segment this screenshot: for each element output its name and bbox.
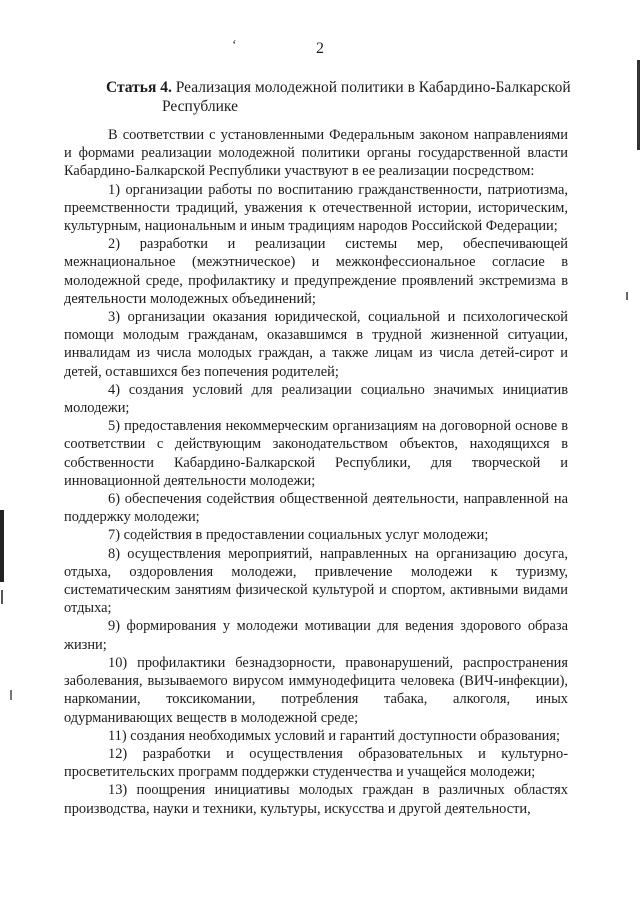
list-item-3: 3) организации оказания юридической, социальной и психологической помощи молодым гражданам, оказавшимся в трудной жизненной ситуации, инвалидам из числа молодых граждан, а также лицам из числа детей-сирот и детей, оставшихся без попечения родителей; (64, 309, 568, 380)
article-title-line2: Республике (162, 98, 238, 115)
article-body (64, 126, 568, 818)
list-item-7: 7) содействия в предоставлении социальных услуг молодежи; (108, 527, 489, 544)
list-item-10: 10) профилактики безнадзорности, правонарушений, распространения заболевания, вызываемого вирусом иммунодефицита человека (ВИЧ-инфекции), наркомании, токсикомании, потребления табака, алкоголя, иных одурманивающих веществ в молодежной среде; (64, 654, 568, 726)
list-item-2: 2) разработки и реализации системы мер, обеспечивающей межнациональное (межэтническое) и межконфессиональное согласие в молодежной среде, профилактику и предупреждение проявлений экстремизма в деятельности молодежных объединений; (64, 236, 568, 307)
list-item-5: 5) предоставления некоммерческим организациям на договорной основе в соответствии с действующим законодательством объектов, находящихся в собственности Кабардино-Балкарской Республики, для творческой и инновационной деятельности молодежи; (64, 418, 568, 489)
article-heading (106, 78, 576, 116)
scan-edge-mark (1, 590, 3, 604)
intro-paragraph: В соответствии с установленными Федеральным законом направлениями и формами реализации молодежной политики органы государственной власти Кабардино-Балкарской Республики участвуют в ее реализации посредством: (64, 127, 568, 180)
article-title-line1: Реализация молодежной политики в Кабардино-Балкарской (175, 79, 571, 96)
scan-edge-mark (0, 510, 4, 582)
list-item-6: 6) обеспечения содействия общественной деятельности, направленной на поддержку молодежи; (64, 491, 568, 526)
page-number: 2 (316, 40, 324, 57)
list-item-12: 12) разработки и осуществления образовательных и культурно-просветительских программ поддержки студенчества и учащейся молодежи; (64, 745, 568, 781)
scan-mark: ʻ (232, 38, 237, 53)
list-item-11: 11) создания необходимых условий и гарантий доступности образования; (108, 727, 560, 744)
list-item-13: 13) поощрения инициативы молодых граждан в различных областях производства, науки и техники, культуры, искусства и другой деятельности, (64, 782, 568, 817)
scan-edge-mark (10, 690, 12, 700)
list-item-4: 4) создания условий для реализации социально значимых инициатив молодежи; (64, 381, 568, 417)
list-item-8: 8) осуществления мероприятий, направленных на организацию досуга, отдыха, оздоровления молодежи, привлечение молодежи к туризму, систематическим занятиям физической культурой и спортом, активными видами отдыха; (64, 545, 568, 617)
list-item-1: 1) организации работы по воспитанию гражданственности, патриотизма, преемственности традиций, уважения к отечественной истории, историческим, культурным, национальным и иным традициям народов Российской Федерации; (64, 181, 568, 235)
article-label: Статья 4. (106, 79, 172, 96)
scan-edge-mark (626, 292, 628, 300)
list-item-9: 9) формирования у молодежи мотивации для ведения здорового образа жизни; (64, 618, 568, 653)
